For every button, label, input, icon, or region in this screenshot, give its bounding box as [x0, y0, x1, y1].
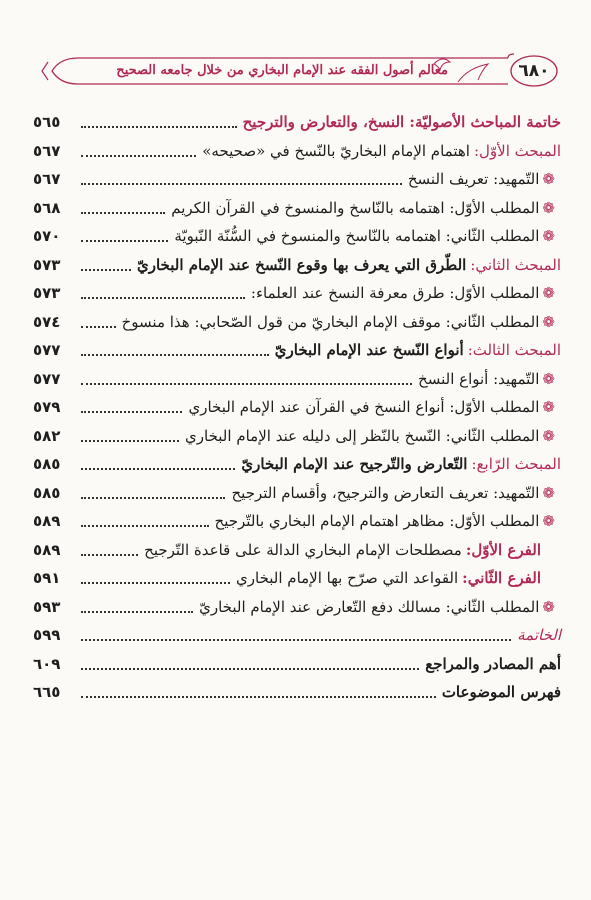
leader-dots [81, 344, 269, 356]
toc-page-number: ٥٨٩ [33, 540, 61, 559]
flower-icon: ❁ [542, 483, 555, 502]
flower-icon: ❁ [542, 398, 555, 417]
flower-icon: ❁ [542, 284, 555, 303]
leader-dots [81, 173, 402, 185]
page-header [38, 52, 558, 90]
flower-icon: ❁ [542, 227, 555, 246]
leader-dots [81, 202, 165, 214]
toc-entry-title: المطلب الثّاني: مسالك دفع التّعارض عند الإمام البخاريّ [199, 597, 540, 616]
toc-page-number: ٥٧٩ [33, 398, 61, 417]
leader-dots [81, 458, 235, 470]
table-of-contents [33, 108, 561, 707]
toc-entry [33, 650, 561, 679]
leader-dots [81, 601, 193, 613]
toc-page-number: ٥٦٨ [33, 198, 61, 217]
leader-dots [81, 230, 168, 242]
flower-icon: ❁ [542, 512, 555, 531]
toc-page-number: ٥٧٣ [33, 284, 61, 303]
toc-page-number: ٥٨٢ [33, 426, 61, 445]
toc-page-number: ٥٩١ [33, 569, 61, 588]
toc-entry [33, 222, 561, 251]
leader-dots [81, 116, 237, 128]
toc-entry [33, 479, 561, 508]
toc-entry [33, 450, 561, 479]
toc-entry-title: المطلب الأوّل: طرق معرفة النسخ عند العلماء: [250, 284, 540, 303]
toc-entry-prefix: الفرع الأوّل: [465, 540, 541, 559]
toc-entry-title: التّمهيد: تعريف التعارض والترجيح، وأقسام الترجيح [231, 483, 540, 502]
page-number: ٦٨٠ [518, 61, 550, 81]
toc-entry-title: المطلب الثّاني: موقف الإمام البخاريّ من قول الصّحابي: هذا منسوخ [121, 312, 540, 331]
toc-entry [33, 621, 561, 650]
leader-dots [81, 544, 138, 556]
toc-entry-title: خاتمة المباحث الأصوليّة: النسخ، والتعارض والترجيح [242, 113, 561, 132]
toc-entry-title: أنواع النّسخ عند الإمام البخاريّ [274, 341, 464, 360]
toc-entry [33, 194, 561, 223]
toc-page-number: ٥٨٩ [33, 512, 61, 531]
running-title: معالم أصول الفقه عند الإمام البخاري من خلال جامعه الصحيح [116, 63, 448, 78]
toc-page-number: ٥٧٧ [33, 369, 61, 388]
toc-entry-title: التّمهيد: تعريف النسخ [407, 170, 540, 189]
toc-entry-title: المطلب الأوّل: مظاهر اهتمام الإمام البخاري بالتّرجيح [214, 512, 540, 531]
leader-dots [81, 259, 131, 271]
toc-entry [33, 365, 561, 394]
toc-page-number: ٥٧٤ [33, 312, 61, 331]
toc-entry-title: مصطلحات الإمام البخاري الدالة على قاعدة التّرجيح [144, 540, 462, 559]
toc-page-number: ٥٩٣ [33, 597, 61, 616]
toc-entry-title: المطلب الثّاني: النّسخ بالنّظر إلى دليله عند الإمام البخاري [185, 426, 540, 445]
toc-entry-prefix: الفرع الثّاني: [462, 569, 541, 588]
toc-page-number: ٥٧٠ [33, 227, 61, 246]
flower-icon: ❁ [542, 312, 555, 331]
toc-entry-prefix: المبحث الثاني: [470, 255, 561, 274]
toc-page-number: ٥٦٥ [33, 113, 61, 132]
leader-dots [81, 316, 116, 328]
toc-page-number: ٦٠٩ [33, 654, 61, 673]
toc-entry [33, 251, 561, 280]
toc-entry-title: القواعد التي صرّح بها الإمام البخاري [236, 569, 459, 588]
toc-entry-prefix: المبحث الرّابع: [471, 455, 561, 474]
leader-dots [81, 401, 182, 413]
flower-icon: ❁ [542, 198, 555, 217]
toc-entry-title: المطلب الأوّل: أنواع النسخ في القرآن عند الإمام البخاري [188, 398, 540, 417]
toc-entry-title: التّمهيد: أنواع النسخ [418, 369, 540, 388]
toc-entry-title: الخاتمة [517, 626, 561, 645]
toc-page-number: ٥٧٣ [33, 255, 61, 274]
toc-entry [33, 422, 561, 451]
leader-dots [81, 287, 245, 299]
toc-page-number: ٥٦٧ [33, 170, 61, 189]
toc-entry-title: الطّرق التي يعرف بها وقوع النّسخ عند الإمام البخاريّ [137, 255, 467, 274]
toc-entry-prefix: المبحث الأوّل: [473, 141, 561, 160]
flower-icon: ❁ [542, 170, 555, 189]
flower-icon: ❁ [542, 597, 555, 616]
toc-entry [33, 336, 561, 365]
toc-entry-title: المطلب الثّاني: اهتمامه بالنّاسخ والمنسوخ في السُّنّة النّبويّة [174, 227, 540, 246]
toc-page-number: ٥٩٩ [33, 626, 61, 645]
toc-entry-title: المطلب الأوّل: اهتمامه بالنّاسخ والمنسوخ في القرآن الكريم [171, 198, 540, 217]
toc-entry [33, 308, 561, 337]
toc-entry-prefix: المبحث الثالث: [467, 341, 561, 360]
leader-dots [81, 430, 179, 442]
toc-entry-title: فهرس الموضوعات [441, 683, 561, 702]
toc-entry [33, 108, 561, 137]
leader-dots [81, 658, 419, 670]
toc-entry-title: اهتمام الإمام البخاريّ بالنّسخ في «صحيحه» [202, 141, 470, 160]
toc-page-number: ٥٧٧ [33, 341, 61, 360]
leader-dots [81, 515, 209, 527]
toc-page-number: ٦٦٥ [33, 683, 61, 702]
leader-dots [81, 145, 196, 157]
toc-page-number: ٥٨٥ [33, 483, 61, 502]
flower-icon: ❁ [542, 369, 555, 388]
toc-entry [33, 678, 561, 707]
toc-entry-title: التّعارض والتّرجيح عند الإمام البخاريّ [241, 455, 468, 474]
toc-entry [33, 536, 561, 565]
toc-entry [33, 165, 561, 194]
toc-entry [33, 393, 561, 422]
toc-page-number: ٥٦٧ [33, 141, 61, 160]
toc-entry [33, 137, 561, 166]
toc-entry [33, 593, 561, 622]
toc-entry-title: أهم المصادر والمراجع [425, 654, 561, 673]
leader-dots [81, 487, 225, 499]
toc-entry [33, 279, 561, 308]
leader-dots [81, 629, 511, 641]
leader-dots [81, 373, 412, 385]
leader-dots [81, 686, 436, 698]
flower-icon: ❁ [542, 426, 555, 445]
toc-entry [33, 564, 561, 593]
toc-page-number: ٥٨٥ [33, 455, 61, 474]
toc-entry [33, 507, 561, 536]
leader-dots [81, 572, 230, 584]
